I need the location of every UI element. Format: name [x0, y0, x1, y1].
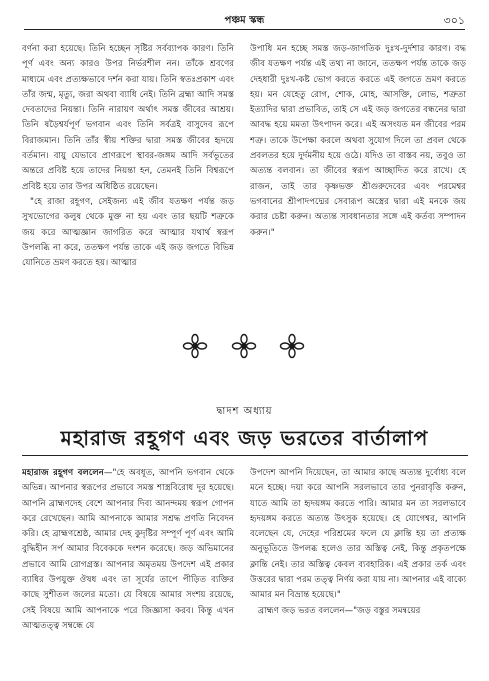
paragraph: বর্ণনা করা হয়েছে। তিনি হচ্ছেন সৃষ্টির সর্বব্যাপক কারণ। তিনি পূর্ণ এবং অন্য কারও উপর নির্ভরশীল নন। তাঁকে শ্রবণের মাধ্যমে এবং প্রত্যক্ষভাবে দর্শন করা যায়। তিনি স্বতঃপ্রকাশ এবং তাঁর জন্ম, মৃত্যু, জরা অথবা ব্যাধি নেই। তিনি ব্রহ্মা আদি সমস্ত দেবতাদের নিয়ন্তা। তিনি নারায়ণ অর্থাৎ সমস্ত জীবের আশ্রয়। তিনি ষড়ৈশ্বর্যপূর্ণ ভগবান এবং তিনি সর্বত্রই বাসুদেব রূপে বিরাজমান। তিনি তাঁর স্বীয় শক্তির দ্বারা সমস্ত জীবের হৃদয়ে বর্তমান। বায়ু যেভাবে প্রাণরূপে স্থাবর-জঙ্গম আদি সর্বভূতের অন্তরে প্রবিষ্ট হয়ে তাদের নিয়ন্তা হন, তেমনই তিনি বিশ্বরূপে প্রবিষ্ট হয়ে তার উপর অধিষ্ঠিত রয়েছেন।	[22, 44, 234, 192]
flower-ornament-icon	[182, 333, 208, 359]
paragraph	[22, 466, 234, 634]
running-title: পঞ্চম স্কন্ধ	[224, 15, 265, 26]
header-rule	[24, 29, 465, 30]
paragraph: উপদেশ আপনি দিয়েছেন, তা আমার কাছে অত্যন্ত দুর্বোধ্য বলে মনে হচ্ছে। দয়া করে আপনি সরলভাবে তার পুনরাবৃত্তি করুন, যাতে আমি তা হৃদয়ঙ্গম করতে পারি। আমার মন তা সরলভাবে হৃদয়ঙ্গম করতে অত্যন্ত উৎসুক হয়েছে। হে যোগেশ্বর, আপনি বলেছেন যে, দেহের পরিশ্রমের ফলে যে ক্লান্তি হয় তা প্রত্যক্ষ অনুভূতিতে উপলব্ধ হলেও তার অস্তিত্ব নেই, কিন্তু প্রকৃতপক্ষে ক্লান্তি নেই। তার অস্তিত্ব কেবল ব্যবহারিক। এই প্রকার তর্ক এবং উত্তরের দ্বারা পরম তত্ত্ব নির্ণয় করা যায় না। আপনার এই বাক্যে আমার মন বিভ্রান্ত হয়েছে।"	[250, 468, 466, 601]
paragraph-text: —"হে অবধূত, আপনি ভগবান থেকে অভিন্ন। আপনার স্বরূপের প্রভাবে সমস্ত শাস্ত্রবিরোধ দূর হয়েছে। আপনি ব্রাহ্মণদেহ বেশে আপনার দিব্য আনন্দময় স্বরূপ গোপন করে রেখেছেন। আমি আপনাকে আমার সশ্রদ্ধ প্রণতি নিবেদন করি। হে ব্রাহ্মণশ্রেষ্ঠ, আমার দেহ কুদৃষ্টির সম্পূর্ণ পূর্ণ এবং আমি বুদ্ধিহীন সর্প আমার বিবেককে দংশন করেছে। জড় অভিমানের প্রভাবে আমি রোগগ্রস্ত। আপনার অমৃতময় উপদেশ এই প্রকার ব্যাধির উপযুক্ত ঔষধ এবং তা সূর্যের তাপে পীড়িত ব্যক্তির কাছে সুশীতল জলের মতো। যে বিষয়ে আমার সংশয় রয়েছে, সেই বিষয়ে আমি আপনাকে পরে জিজ্ঞাসা করব। কিন্তু এখন আত্মতত্ত্ব সম্বন্ধে যে	[22, 468, 234, 631]
paragraph: উপাধি মন হচ্ছে সমস্ত জড়-জাগতিক দুঃখ-দুর্দশার কারণ। বদ্ধ জীব যতক্ষণ পর্যন্ত এই তথ্য না জানে, ততক্ষণ পর্যন্ত তাকে জড় দেহধারী দুঃখ-কষ্ট ভোগ করতে করতে এই জগতে ভ্রমণ করতে হয়। মন যেহেতু রোগ, শোক, মোহ, আসক্তি, লোভ, শত্রুতা ইত্যাদির দ্বারা প্রভাবিত, তাই সে এই জড় জগতের বন্ধনের দ্বারা আবদ্ধ হয়ে মমতা উৎপাদন করে। এই অসংযত মন জীবের পরম শত্রু। তাকে উপেক্ষা করলে অথবা সুযোগ দিলে তা প্রবল থেকে প্রবলতর হয়ে দুর্দমনীয় হয়ে ওঠে। যদিও তা বাস্তব নয়, তবুও তা অত্যন্ত বলবান। তা জীবের স্বরূপ আচ্ছাদিত করে রাখে। হে রাজন, তাই তার কৃষ্ণভক্ত শ্রীগুরুদেবের এবং পরমেশ্বর ভগবানের শ্রীপাদপদ্মের সেবারূপ অস্ত্রের দ্বারা এই মনকে জয় করার চেষ্টা করুন। অত্যন্ত সাবধানতার সঙ্গে এই কর্তব্য সম্পাদন করুন।"	[250, 44, 466, 238]
top-left-column	[22, 42, 234, 324]
chapter-title: মহারাজ রহূগণ এবং জড় ভরতের বার্তালাপ	[60, 426, 429, 450]
bottom-left-column	[22, 466, 234, 671]
paragraph: "হে রাজা রহূগণ, সেইজন্য এই জীব যতক্ষণ পর্যন্ত জড় সুখভোগের কলুষ থেকে মুক্ত না হয় এবং তার ছয়টি শত্রুকে জয় করে আত্মজ্ঞান জাগরিত করে আত্মার যথার্থ স্বরূপ উপলব্ধি না করে, ততক্ষণ পর্যন্ত তাকে এই জড় জগতে বিভিন্ন যোনিতে ভ্রমণ করতে হয়। আত্মার	[22, 196, 234, 269]
title-rule	[22, 455, 468, 456]
page-number: ৩০১	[443, 14, 465, 27]
page-header	[24, 10, 465, 30]
paragraph: ব্রাহ্মণ জড় ভরত বললেন—"জড় বস্তুর সমন্বয়ের	[258, 605, 421, 616]
flower-ornament-icon	[231, 333, 257, 359]
speaker-name: মহারাজ রহূগণ বললেন	[22, 468, 104, 478]
flower-ornament-icon	[279, 333, 305, 359]
top-right-column	[250, 42, 466, 330]
section-ornaments	[0, 333, 489, 359]
bottom-right-column	[250, 466, 466, 671]
chapter-number: দ্বাদশ অধ্যায়	[216, 406, 273, 417]
